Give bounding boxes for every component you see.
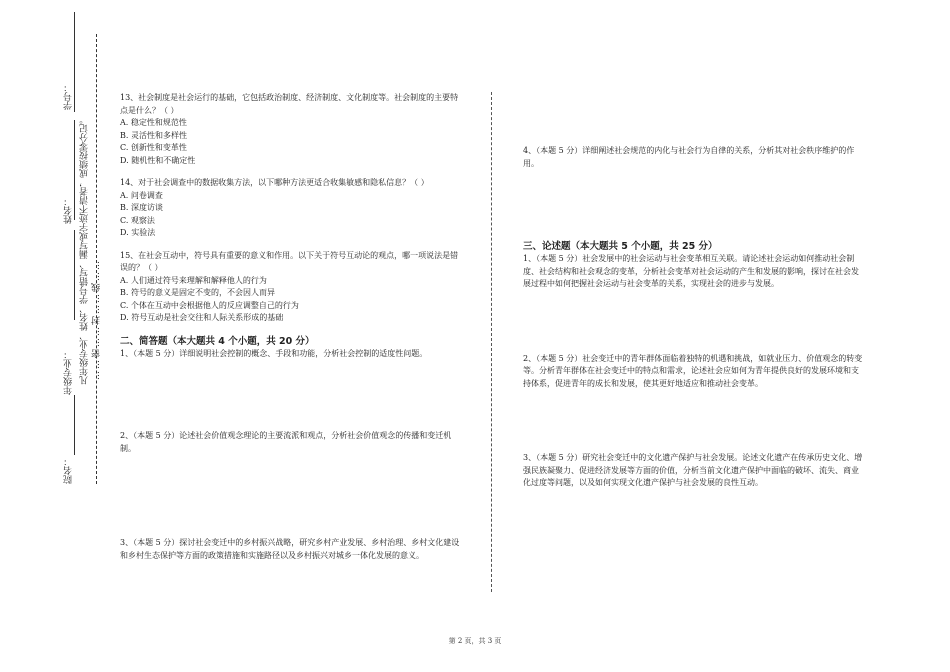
name-label: 姓名： (64, 197, 74, 224)
right-column (523, 145, 863, 490)
essay-3: 3、（本题 5 分）研究社会变迁中的文化遗产保护与社会发展。论述文化遗产在传承历史文化、增强民族凝聚力、促进经济发展等方面的价值，分析当前文化遗产保护中面临的破坏、流失、商业化过度等问题，以及如何实现文化遗产保护与社会发展的良性互动。 (523, 453, 863, 487)
short-answer-3: 3、（本题 5 分）探讨社会变迁中的乡村振兴战略，研究乡村产业发展、乡村治理、乡村文化建设和乡村生态保护等方面的政策措施和实施路径以及乡村振兴对城乡一体化发展的意义。 (120, 538, 460, 560)
question-15-stem: 15、在社会互动中，符号具有重要的意义和作用。以下关于符号互动论的观点，哪一项说法是错误的？（ ） (120, 250, 459, 272)
question-15-option-c: C. 个体在互动中会根据他人的反应调整自己的行为 (120, 300, 299, 310)
question-13-option-a: A. 稳定性和规范性 (120, 118, 187, 127)
section-2-heading: 二、简答题（本大题共 4 个小题，共 20 分） (120, 335, 315, 347)
column-divider (491, 92, 492, 592)
question-13-option-c: C. 创新性和变革性 (120, 143, 187, 152)
section-3-heading: 三、论述题（本大题共 5 个小题，共 25 分） (523, 241, 718, 252)
seal-dashed-line (96, 34, 97, 484)
question-14-option-d: D. 实验法 (120, 228, 156, 237)
short-answer-2: 2、（本题 5 分）论述社会价值观念理论的主要流派和观点，分析社会价值观念的传播和变迁机制。 (120, 431, 452, 453)
major-blank-line (74, 230, 75, 320)
question-15-option-d: D. 符号互动是社会交往和人际关系形成的基础 (120, 313, 284, 322)
essay-2: 2、（本题 5 分）社会变迁中的青年群体面临着独特的机遇和挑战，如就业压力、价值观念的转变等。分析青年群体在社会变迁中的特点和需求，论述社会应如何为青年提供良好的发展环境和支持体系，促进青年的成长和发展，使其更好地适应和推动社会变革。 (523, 353, 863, 388)
short-answer-4: 4、（本题 5 分）详细阐述社会规范的内化与社会行为自律的关系，分析其对社会秩序维护的作用。 (523, 146, 855, 168)
question-13-stem: 13、社会制度是社会运行的基础，它包括政治制度、经济制度、文化制度等。社会制度的主要特点是什么？（ ） (120, 93, 459, 115)
essay-1: 1、（本题 5 分）社会发展中的社会运动与社会变革相互关联。请论述社会运动如何推动社会制度、社会结构和社会观念的变革，分析社会变革对社会运动的产生和发展的影响，探讨在社会发展过程中如何把握社会运动与社会变革的关系，实现社会的进步与发展。 (523, 254, 859, 288)
question-14-option-c: C. 观察法 (120, 215, 155, 225)
left-column (120, 92, 460, 562)
binding-margin (0, 0, 110, 672)
question-13-option-d: D. 随机性和不确定性 (120, 155, 196, 165)
school-blank-line (74, 395, 75, 455)
short-answer-1: 1、（本题 5 分）详细说明社会控制的概念、手段和功能，分析社会控制的适度性问题。 (120, 348, 428, 358)
name-blank-line (74, 120, 75, 220)
page-footer: 第 2 页，共 3 页 (448, 637, 502, 645)
binding-warning: 凡年级专业、姓名、学号错写、漏写或字迹不清者，成绩按零分记。 (80, 115, 90, 385)
school-label: 院名： (64, 457, 74, 484)
question-15-option-a: A. 人们通过符号来理解和解释他人的行为 (120, 275, 267, 285)
major-label: 年级专业： (64, 350, 74, 395)
question-14-stem: 14、对于社会调查中的数据收集方法，以下哪种方法更适合收集敏感和隐私信息？（ ） (120, 178, 429, 187)
student-id-blank-line (74, 12, 75, 112)
student-id-label: 学号： (64, 83, 74, 110)
question-13-option-b: B. 灵活性和多样性 (120, 130, 187, 140)
question-14-option-a: A. 问卷调查 (120, 190, 163, 200)
seal-mark: ……密……封……线…… (92, 259, 102, 380)
question-15-option-b: B. 符号的意义是固定不变的，不会因人而异 (120, 288, 275, 297)
question-14-option-b: B. 深度访谈 (120, 203, 163, 212)
